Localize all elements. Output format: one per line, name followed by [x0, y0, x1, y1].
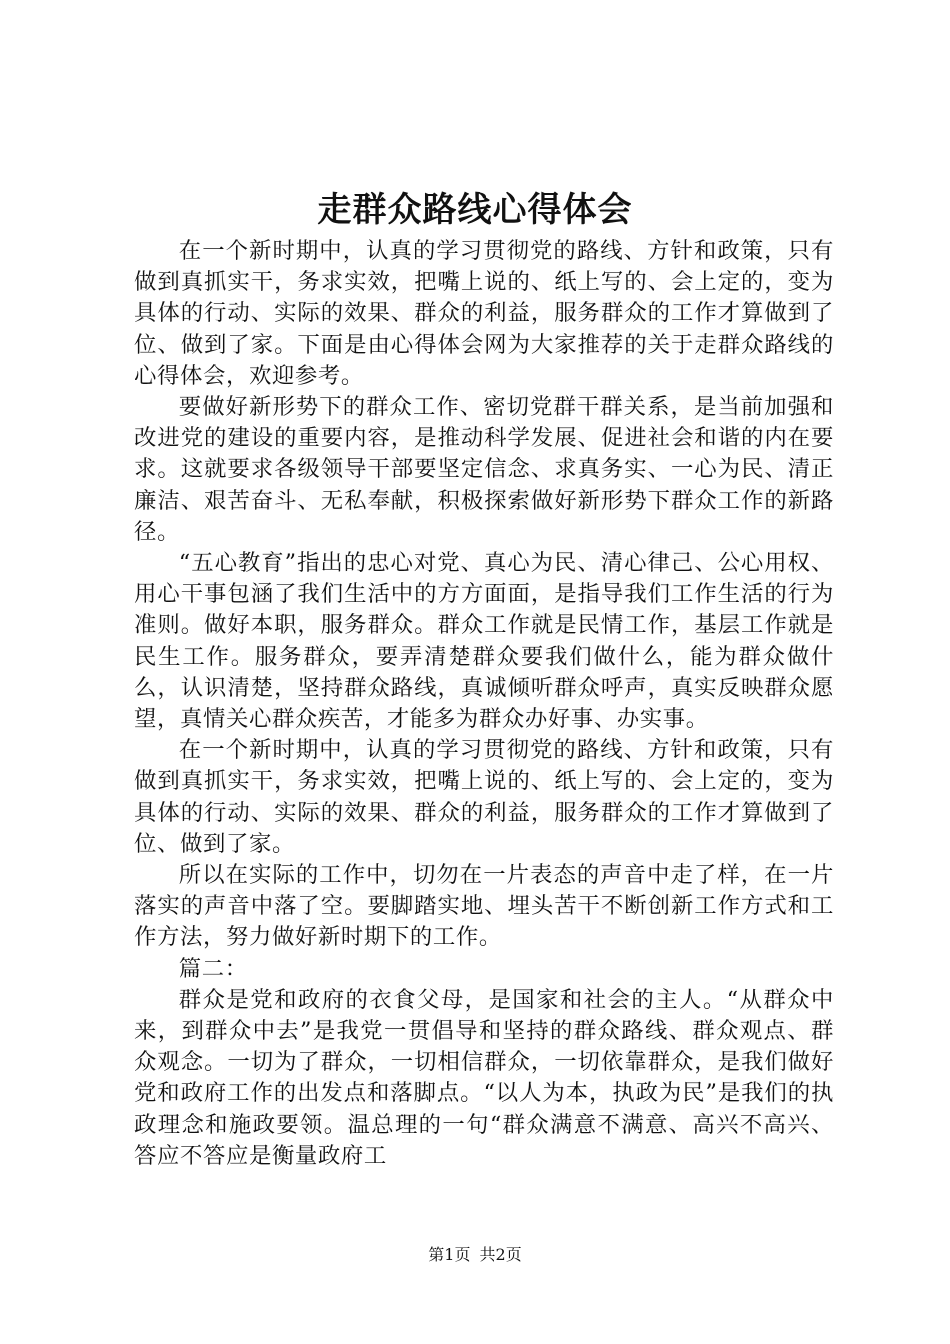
section-heading: 篇二： — [178, 955, 248, 982]
paragraph: “五心教育”指出的忠心对党、真心为民、清心律己、公心用权、用心干事包涵了我们生活中的方方面面，是指导我们工作生活的行为准则。做好本职，服务群众。群众工作就是民情工作，基层工作就是民生工作。服务群众，要弄清楚群众要我们做什么，能为群众做什么，认识清楚，坚持群众路线，真诚倾听群众呼声，真实反映群众愿望，真情关心群众疾苦，才能多为群众办好事、办实事。 — [134, 550, 834, 733]
paragraph: 在一个新时期中，认真的学习贯彻党的路线、方针和政策，只有做到真抓实干，务求实效，把嘴上说的、纸上写的、会上定的，变为具体的行动、实际的效果、群众的利益，服务群众的工作才算做到了位、做到了家。下面是由心得体会网为大家推荐的关于走群众路线的心得体会，欢迎参考。 — [134, 238, 834, 389]
paragraph: 要做好新形势下的群众工作、密切党群干群关系，是当前加强和改进党的建设的重要内容，是推动科学发展、促进社会和谐的内在要求。这就要求各级领导干部要坚定信念、求真务实、一心为民、清正廉洁、艰苦奋斗、无私奉献，积极探索做好新形势下群众工作的新路径。 — [134, 394, 834, 545]
page-number-current: 第1页 — [428, 1245, 471, 1264]
paragraph: 在一个新时期中，认真的学习贯彻党的路线、方针和政策，只有做到真抓实干，务求实效，把嘴上说的、纸上写的、会上定的，变为具体的行动、实际的效果、群众的利益，服务群众的工作才算做到了位、做到了家。 — [134, 737, 834, 857]
document-body — [134, 236, 834, 1172]
page-number-total: 共2页 — [479, 1245, 522, 1264]
paragraph: 所以在实际的工作中，切勿在一片表态的声音中走了样，在一片落实的声音中落了空。要脚踏实地、埋头苦干不断创新工作方式和工作方法，努力做好新时期下的工作。 — [134, 862, 834, 951]
document-title: 走群众路线心得体会 — [317, 190, 633, 230]
page-footer — [0, 1243, 950, 1267]
paragraph: 群众是党和政府的衣食父母，是国家和社会的主人。“从群众中来，到群众中去”是我党一贯倡导和坚持的群众路线、群众观点、群众观念。一切为了群众，一切相信群众，一切依靠群众，是我们做好党和政府工作的出发点和落脚点。“以人为本，执政为民”是我们的执政理念和施政要领。温总理的一句“群众满意不满意、高兴不高兴、答应不答应是衡量政府工 — [134, 986, 834, 1169]
